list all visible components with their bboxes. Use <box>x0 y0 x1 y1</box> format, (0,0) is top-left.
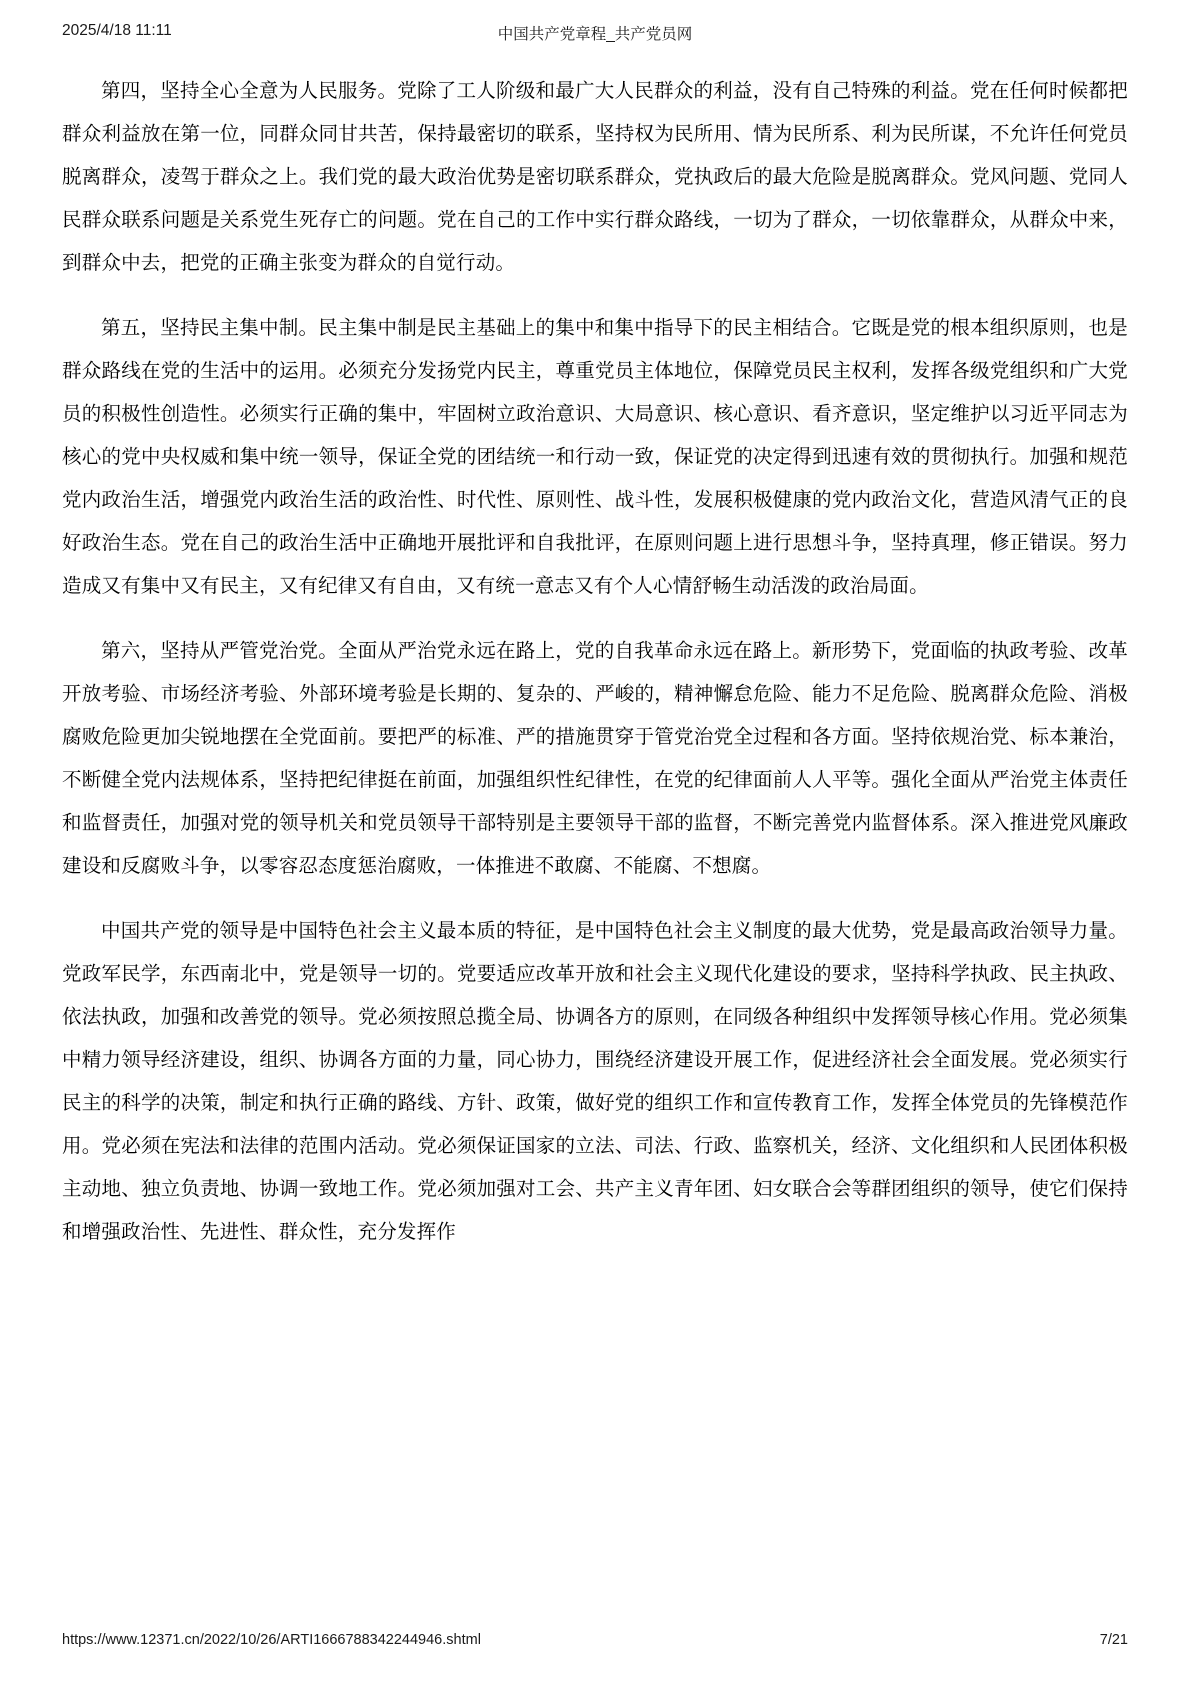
header-title: 中国共产党章程_共产党员网 <box>497 26 693 43</box>
page-footer <box>62 1632 1128 1654</box>
paragraph: 中国共产党的领导是中国特色社会主义最本质的特征，是中国特色社会主义制度的最大优势，党是最高政治领导力量。党政军民学，东西南北中，党是领导一切的。党要适应改革开放和社会主义现代化建设的要求，坚持科学执政、民主执政、依法执政，加强和改善党的领导。党必须按照总揽全局、协调各方的原则，在同级各种组织中发挥领导核心作用。党必须集中精力领导经济建设，组织、协调各方面的力量，同心协力，围绕经济建设开展工作，促进经济社会全面发展。党必须实行民主的科学的决策，制定和执行正确的路线、方针、政策，做好党的组织工作和宣传教育工作，发挥全体党员的先锋模范作用。党必须在宪法和法律的范围内活动。党必须保证国家的立法、司法、行政、监察机关，经济、文化组织和人民团体积极主动地、独立负责地、协调一致地工作。党必须加强对工会、共产主义青年团、妇女联合会等群团组织的领导，使它们保持和增强政治性、先进性、群众性，充分发挥作 <box>62 920 1128 1243</box>
footer-page-number: 7/21 <box>1099 1632 1128 1648</box>
paragraph: 第六，坚持从严管党治党。全面从严治党永远在路上，党的自我革命永远在路上。新形势下，党面临的执政考验、改革开放考验、市场经济考验、外部环境考验是长期的、复杂的、严峻的，精神懈怠危险、能力不足危险、脱离群众危险、消极腐败危险更加尖锐地摆在全党面前。要把严的标准、严的措施贯穿于管党治党全过程和各方面。坚持依规治党、标本兼治，不断健全党内法规体系，坚持把纪律挺在前面，加强组织性纪律性，在党的纪律面前人人平等。强化全面从严治党主体责任和监督责任，加强对党的领导机关和党员领导干部特别是主要领导干部的监督，不断完善党内监督体系。深入推进党风廉政建设和反腐败斗争，以零容忍态度惩治腐败，一体推进不敢腐、不能腐、不想腐。 <box>62 640 1128 877</box>
document-body <box>62 70 1128 1254</box>
paragraph: 第四，坚持全心全意为人民服务。党除了工人阶级和最广大人民群众的利益，没有自己特殊的利益。党在任何时候都把群众利益放在第一位，同群众同甘共苦，保持最密切的联系，坚持权为民所用、情为民所系、利为民所谋，不允许任何党员脱离群众，凌驾于群众之上。我们党的最大政治优势是密切联系群众，党执政后的最大危险是脱离群众。党风问题、党同人民群众联系问题是关系党生死存亡的问题。党在自己的工作中实行群众路线，一切为了群众，一切依靠群众，从群众中来，到群众中去，把党的正确主张变为群众的自觉行动。 <box>62 80 1128 274</box>
footer-source-url[interactable]: https://www.12371.cn/2022/10/26/ARTI1666788342244946.shtml <box>62 1632 481 1648</box>
paragraph: 第五，坚持民主集中制。民主集中制是民主基础上的集中和集中指导下的民主相结合。它既是党的根本组织原则，也是群众路线在党的生活中的运用。必须充分发扬党内民主，尊重党员主体地位，保障党员民主权利，发挥各级党组织和广大党员的积极性创造性。必须实行正确的集中，牢固树立政治意识、大局意识、核心意识、看齐意识，坚定维护以习近平同志为核心的党中央权威和集中统一领导，保证全党的团结统一和行动一致，保证党的决定得到迅速有效的贯彻执行。加强和规范党内政治生活，增强党内政治生活的政治性、时代性、原则性、战斗性，发展积极健康的党内政治文化，营造风清气正的良好政治生态。党在自己的政治生活中正确地开展批评和自我批评，在原则问题上进行思想斗争，坚持真理，修正错误。努力造成又有集中又有民主，又有纪律又有自由，又有统一意志又有个人心情舒畅生动活泼的政治局面。 <box>62 317 1128 597</box>
page-header <box>62 22 1128 48</box>
header-date: 2025/4/18 11:11 <box>62 22 172 39</box>
